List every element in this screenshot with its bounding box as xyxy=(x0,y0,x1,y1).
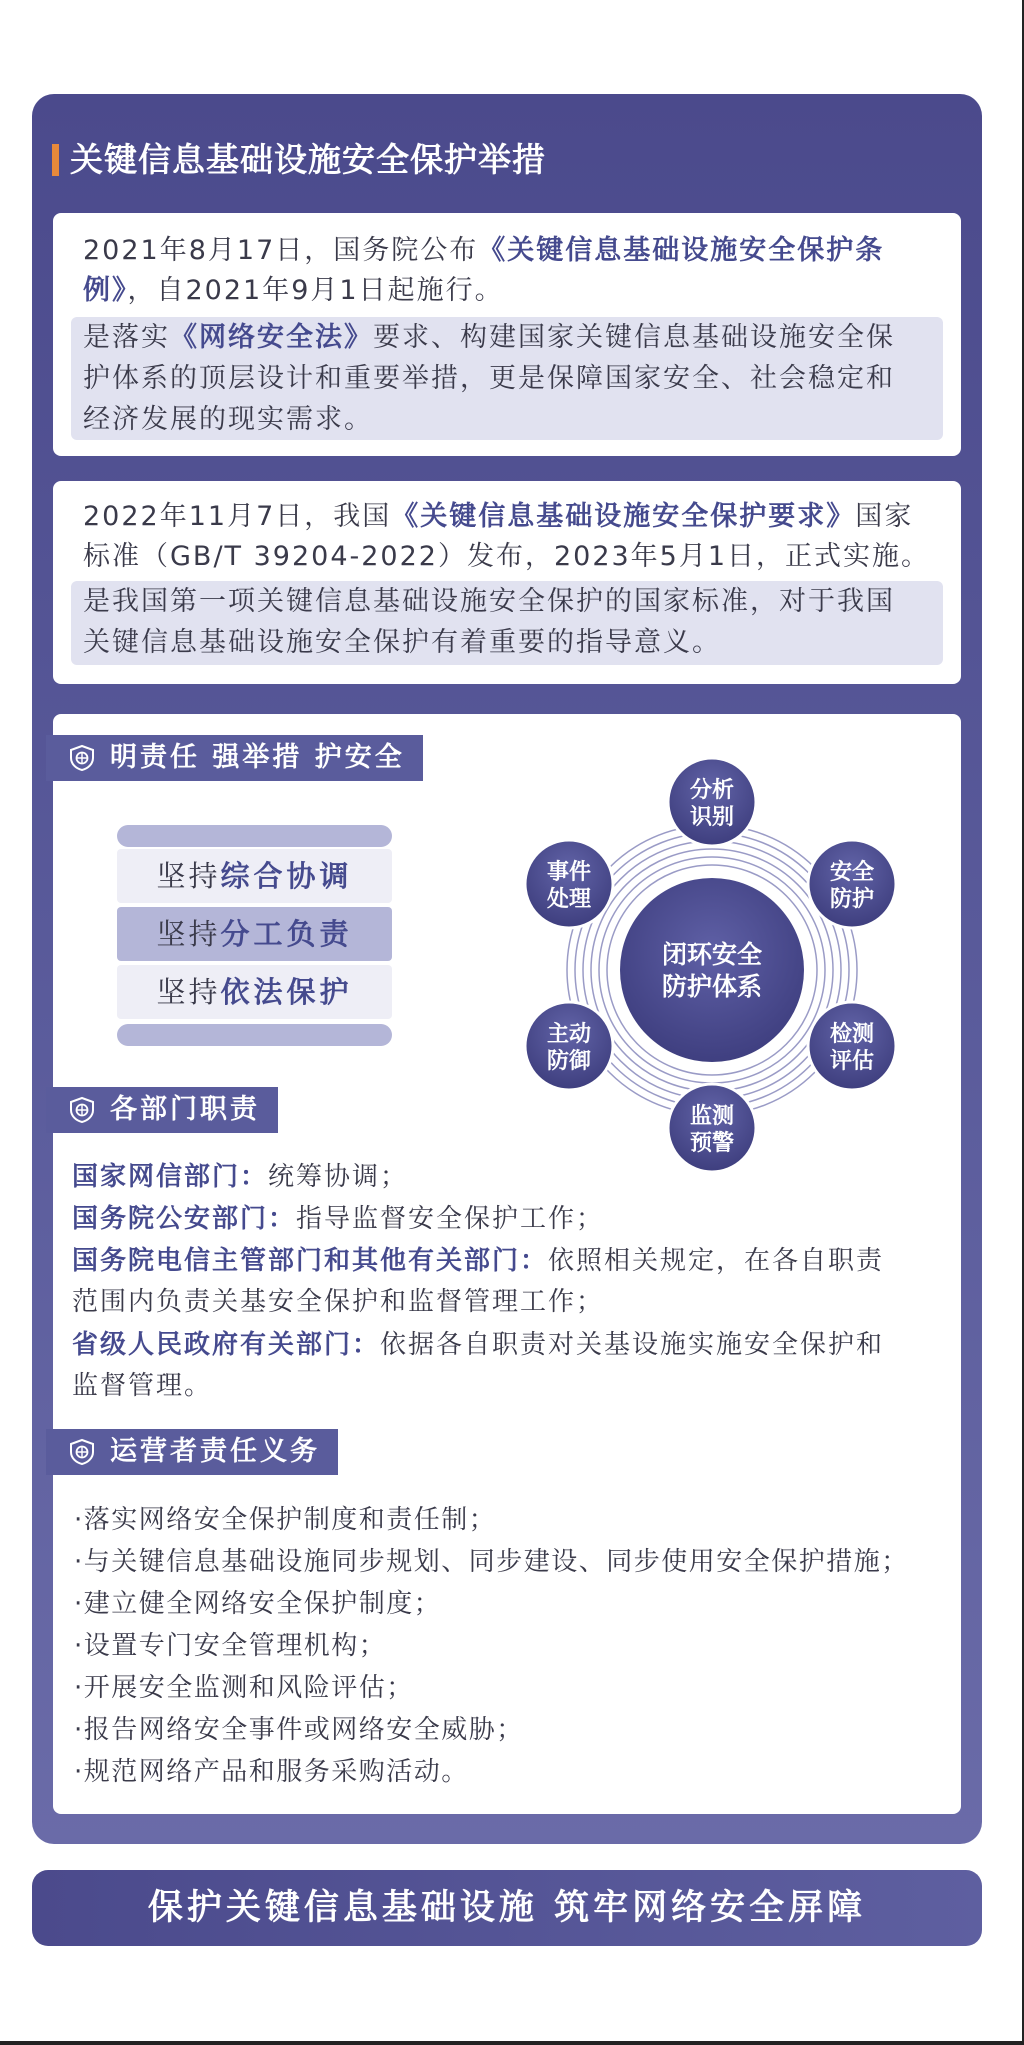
obligation-item: ·报告网络安全事件或网络安全威胁； xyxy=(74,1715,524,1745)
duty-public-security: 国务院公安部门：指导监督安全保护工作； xyxy=(72,1204,605,1234)
shield-icon xyxy=(68,1438,96,1466)
pillar-row-1: 坚持综合协调 xyxy=(117,849,392,903)
duty-cac: 国家网信部门：统筹协调； xyxy=(72,1162,409,1192)
card2-line2: 标准（GB/T 39204-2022）发布，2023年5月1日，正式实施。 xyxy=(83,541,931,572)
node-warning-label-1: 监测 xyxy=(689,1104,735,1129)
card2-sub-line2: 关键信息基础设施安全保护有着重要的指导意义。 xyxy=(83,627,721,658)
card1-line1: 2021年8月17日，国务院公布《关键信息基础设施安全保护条 xyxy=(83,235,885,266)
node-assessment-label-1: 检测 xyxy=(829,1022,875,1047)
tag-responsibility: 明责任 强举措 护安全 xyxy=(46,735,423,781)
card2-line1: 2022年11月7日，我国《关键信息基础设施安全保护要求》国家 xyxy=(83,501,914,532)
pillar-row-3: 坚持依法保护 xyxy=(117,965,392,1019)
section-title: 关键信息基础设施安全保护举措 xyxy=(52,138,546,182)
tag-department-duties: 各部门职责 xyxy=(46,1087,278,1133)
node-analysis-label-2: 识别 xyxy=(689,805,735,830)
node-incident xyxy=(525,840,613,928)
card1-sub-line1: 是落实《网络安全法》要求、构建国家关键信息基础设施安全保 xyxy=(83,322,895,353)
node-warning-label-2: 预警 xyxy=(689,1131,735,1156)
node-analysis-label-1: 分析 xyxy=(689,778,735,803)
obligation-item: ·落实网络安全保护制度和责任制； xyxy=(74,1505,497,1535)
shield-icon xyxy=(68,744,96,772)
card1-line2: 例》，自2021年9月1日起施行。 xyxy=(83,275,504,306)
pillar-row-2: 坚持分工负责 xyxy=(117,907,392,961)
pillars-top-bar xyxy=(117,825,392,847)
duty-telecom: 国务院电信主管部门和其他有关部门：依照相关规定，在各自职责 范围内负责关基安全保护和监督管理工作； xyxy=(72,1246,885,1317)
node-incident-label-2: 处理 xyxy=(546,887,592,912)
pillars-bottom-bar xyxy=(117,1024,392,1046)
node-assessment xyxy=(808,1002,896,1090)
card1-sub-line3: 经济发展的现实需求。 xyxy=(83,404,373,435)
node-defense-label-1: 主动 xyxy=(546,1022,592,1047)
title-accent-bar xyxy=(52,144,59,176)
cycle-center xyxy=(620,878,804,1062)
card2-sub-line1: 是我国第一项关键信息基础设施安全保护的国家标准，对于我国 xyxy=(83,586,895,617)
footer-slogan: 保护关键信息基础设施 筑牢网络安全屏障 xyxy=(32,1870,982,1946)
standard-card xyxy=(53,481,961,684)
node-assessment-label-2: 评估 xyxy=(829,1049,875,1074)
obligation-item: ·开展安全监测和风险评估； xyxy=(74,1673,414,1703)
node-defense-label-2: 防御 xyxy=(546,1049,592,1074)
node-incident-label-1: 事件 xyxy=(546,860,592,885)
card1-highlight-box xyxy=(71,317,943,440)
card2-highlight-box xyxy=(71,581,943,665)
node-protection-label-2: 防护 xyxy=(829,887,875,912)
tag-operator-obligations: 运营者责任义务 xyxy=(46,1429,338,1475)
node-protection xyxy=(808,840,896,928)
closed-loop-diagram xyxy=(512,750,912,1190)
card1-sub-line2: 护体系的顶层设计和重要举措，更是保障国家安全、社会稳定和 xyxy=(83,363,895,394)
center-label-1: 闭环安全 xyxy=(661,940,763,969)
obligation-item: ·设置专门安全管理机构； xyxy=(74,1631,387,1661)
regulation-card xyxy=(53,213,961,456)
obligation-item: ·规范网络产品和服务采购活动。 xyxy=(74,1757,469,1787)
node-protection-label-1: 安全 xyxy=(829,860,875,885)
obligation-item: ·与关键信息基础设施同步规划、同步建设、同步使用安全保护措施； xyxy=(74,1547,909,1577)
node-defense xyxy=(525,1002,613,1090)
duty-provincial: 省级人民政府有关部门：依据各自职责对关基设施实施安全保护和 监督管理。 xyxy=(72,1330,885,1401)
shield-icon xyxy=(68,1096,96,1124)
center-label-2: 防护体系 xyxy=(661,972,763,1001)
obligation-item: ·建立健全网络安全保护制度； xyxy=(74,1589,442,1619)
node-analysis xyxy=(668,758,756,846)
frame-edge-bottom xyxy=(0,2041,1024,2045)
